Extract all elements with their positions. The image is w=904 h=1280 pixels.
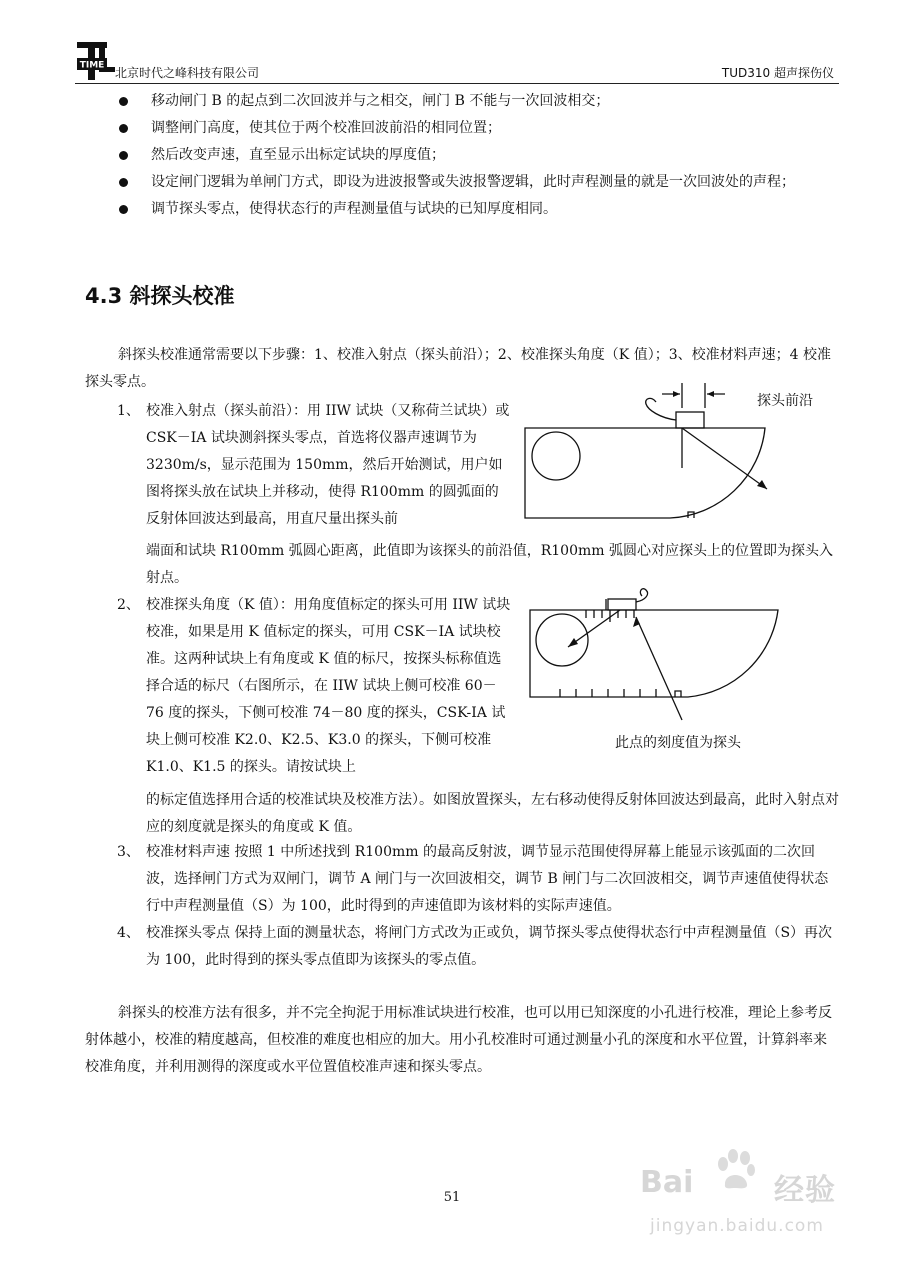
probe-body — [608, 599, 636, 610]
paw-watermark-icon — [715, 1148, 755, 1192]
svg-text:TIME: TIME — [79, 60, 105, 71]
bullet-item: 移动闸门 B 的起点到二次回波并与之相交，闸门 B 不能与一次回波相交； — [117, 88, 839, 115]
step-number: 1、 — [117, 403, 140, 419]
step-4 — [117, 920, 839, 980]
bullet-item: 然后改变声速，直至显示出标定试块的厚度值； — [117, 142, 839, 169]
section-intro: 斜探头校准通常需要以下步骤：1、校准入射点（探头前沿）；2、校准探头角度（K 值）；3、校准材料声速；4 校准探头零点。 — [85, 347, 831, 390]
section-title: 4.3 斜探头校准 — [85, 284, 235, 308]
bullet-item: 调节探头零点，使得状态行的声程测量值与试块的已知厚度相同。 — [117, 196, 839, 223]
bullet-dot-icon — [119, 178, 128, 187]
bullet-dot-icon — [119, 97, 128, 106]
watermark-brand: Bai — [640, 1165, 694, 1200]
header-divider — [75, 83, 839, 84]
step-number: 2、 — [117, 597, 140, 613]
step-text: 校准探头角度（K 值）：用角度值标定的探头可用 IIW 试块校准，如果是用 K 值标定的探头，可用 CSK－IA 试块校准。这两种试块上有角度或 K 值的标尺，按探头标称值选择合适的标尺（右图所示，在 IIW 试块上侧可校准 60－76 度的探头，下侧可校准 74－80 度的探头，CSK-IA 试块上侧可校准 K2.0、K2.5、K3.0 的探头，下侧可校准 K1.0、K1.5 的探头。请按试块上 — [146, 597, 511, 775]
figure-1-diagram — [520, 380, 782, 525]
page-number: 51 — [443, 1190, 461, 1205]
probe-body — [676, 412, 704, 428]
step-number: 3、 — [117, 844, 140, 860]
step-text: 校准材料声速 按照 1 中所述找到 R100mm 的最高反射波，调节显示范围使得屏幕上能显示该弧面的二次回波，选择闸门方式为双闸门，调节 A 闸门与一次回波相交，调节 B 闸门与二次回波相交，调节声速值使得状态行中声程测量值（S）为 100，此时得到的声速值即为该材料的实际声速值。 — [146, 844, 829, 914]
bullet-item: 设定闸门逻辑为单闸门方式，即设为进波报警或失波报警逻辑，此时声程测量的就是一次回波处的声程； — [117, 169, 839, 196]
bullet-dot-icon — [119, 205, 128, 214]
figure-1-label: 探头前沿 — [757, 393, 813, 409]
watermark-url: jingyan.baidu.com — [650, 1216, 824, 1236]
beam-line — [682, 428, 767, 489]
figure-2-label: 此点的刻度值为探头 — [615, 735, 741, 751]
test-block-outline — [525, 428, 765, 518]
bullet-list — [117, 88, 839, 223]
header-company: 北京时代之峰科技有限公司 — [115, 66, 260, 80]
test-block-outline — [530, 610, 778, 697]
figure-2-diagram — [520, 582, 782, 732]
closing-paragraph: 斜探头的校准方法有很多，并不完全拘泥于用标准试块进行校准，也可以用已知深度的小孔进行校准，理论上参考反射体越小，校准的精度越高，但校准的难度也相应的加大。用小孔校准时可通过测量小孔的深度和水平位置，计算斜率来校准角度，并利用测得的深度或水平位置值校准声速和探头零点。 — [85, 1005, 832, 1075]
header-product: TUD310 超声探伤仪 — [721, 66, 834, 80]
step-text: 校准探头零点 保持上面的测量状态，将闸门方式改为正或负，调节探头零点使得状态行中声程测量值（S）再次为 100，此时得到的探头零点值即为该探头的零点值。 — [146, 925, 833, 968]
bullet-dot-icon — [119, 124, 128, 133]
reference-hole — [532, 432, 580, 480]
step-number: 4、 — [117, 925, 140, 941]
pointer-line — [636, 617, 682, 720]
step-text: 校准入射点（探头前沿）：用 IIW 试块（又称荷兰试块）或 CSK－IA 试块测斜探头零点，首选将仪器声速调节为 3230m/s，显示范围为 150mm，然后开始测试，用户如图将探头放在试块上并移动，使得 R100mm 的圆弧面的反射体回波达到最高，用直尺量出探头前 — [146, 403, 510, 527]
watermark-brand-cn: 经验 — [774, 1173, 836, 1208]
step-1-continued: 端面和试块 R100mm 弧圆心距离，此值即为该探头的前沿值，R100mm 弧圆心对应探头上的位置即为探头入射点。 — [146, 543, 833, 586]
bullet-item: 调整闸门高度，使其位于两个校准回波前沿的相同位置； — [117, 115, 839, 142]
step-3 — [117, 839, 839, 919]
step-2-continued: 的标定值选择用合适的校准试块及校准方法）。如图放置探头，左右移动使得反射体回波达到最高，此时入射点对应的刻度就是探头的角度或 K 值。 — [146, 792, 839, 835]
company-logo — [75, 40, 117, 84]
reference-hole — [536, 614, 588, 666]
bullet-dot-icon — [119, 151, 128, 160]
